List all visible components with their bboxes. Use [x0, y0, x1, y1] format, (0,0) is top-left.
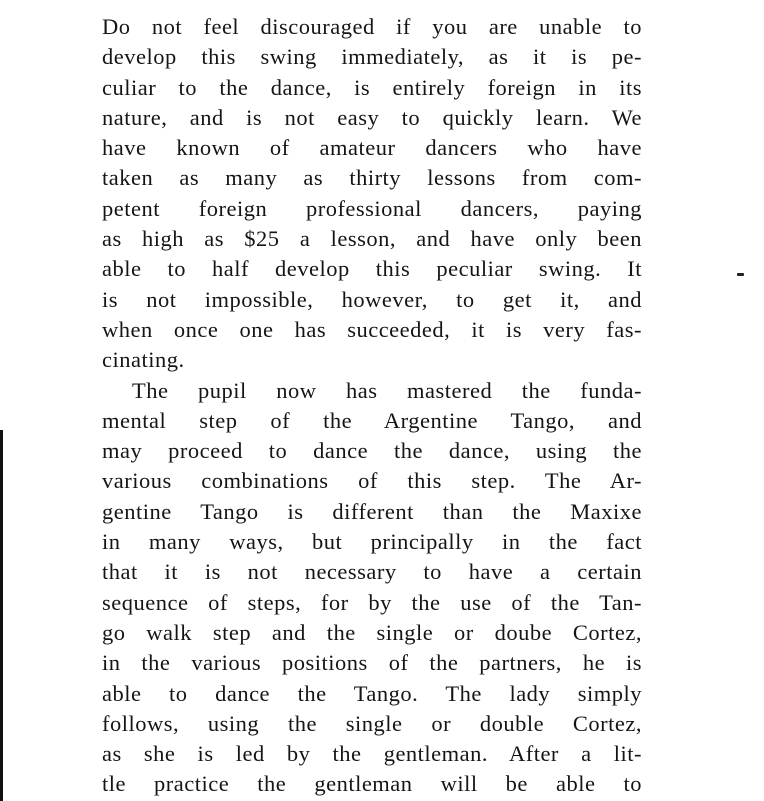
ink-speck	[737, 273, 744, 276]
text-line: when once one has succeeded, it is very fas-	[102, 316, 642, 342]
body-text	[102, 12, 642, 800]
text-line: various combinations of this step. The Ar-	[102, 468, 642, 494]
text-line: that it is not necessary to have a certain	[102, 559, 642, 585]
text-line: in the various positions of the partners, he is	[102, 650, 642, 676]
text-line: mental step of the Argentine Tango, and	[102, 407, 642, 433]
text-line: The pupil now has mastered the funda-	[132, 377, 642, 403]
paragraph-2	[102, 376, 642, 800]
text-line: sequence of steps, for by the use of the Tan-	[102, 589, 642, 615]
text-line: tle practice the gentleman will be able to	[102, 771, 642, 797]
text-line: nature, and is not easy to quickly learn. We	[102, 104, 642, 130]
text-line: as high as $25 a lesson, and have only been	[102, 226, 642, 252]
text-line: taken as many as thirty lessons from com-	[102, 165, 642, 191]
paragraph-1	[102, 12, 642, 376]
text-line: able to dance the Tango. The lady simply	[102, 680, 642, 706]
text-line: culiar to the dance, is entirely foreign in its	[102, 74, 642, 100]
text-line: able to half develop this peculiar swing. It	[102, 256, 642, 282]
text-line: develop this swing immediately, as it is pe-	[102, 44, 642, 70]
text-line: may proceed to dance the dance, using the	[102, 438, 642, 464]
text-line: go walk step and the single or doube Cortez,	[102, 619, 642, 645]
text-line: follows, using the single or double Cortez,	[102, 710, 642, 736]
text-line: gentine Tango is different than the Maxixe	[102, 498, 642, 524]
text-line: petent foreign professional dancers, paying	[102, 195, 642, 221]
text-line: cinating.	[102, 347, 185, 373]
text-line: as she is led by the gentleman. After a lit-	[102, 741, 642, 767]
text-line: Do not feel discouraged if you are unable to	[102, 14, 642, 39]
text-line: have known of amateur dancers who have	[102, 135, 642, 161]
text-line: is not impossible, however, to get it, and	[102, 286, 642, 312]
page-edge-rule	[0, 430, 3, 801]
text-line: in many ways, but principally in the fact	[102, 529, 642, 555]
